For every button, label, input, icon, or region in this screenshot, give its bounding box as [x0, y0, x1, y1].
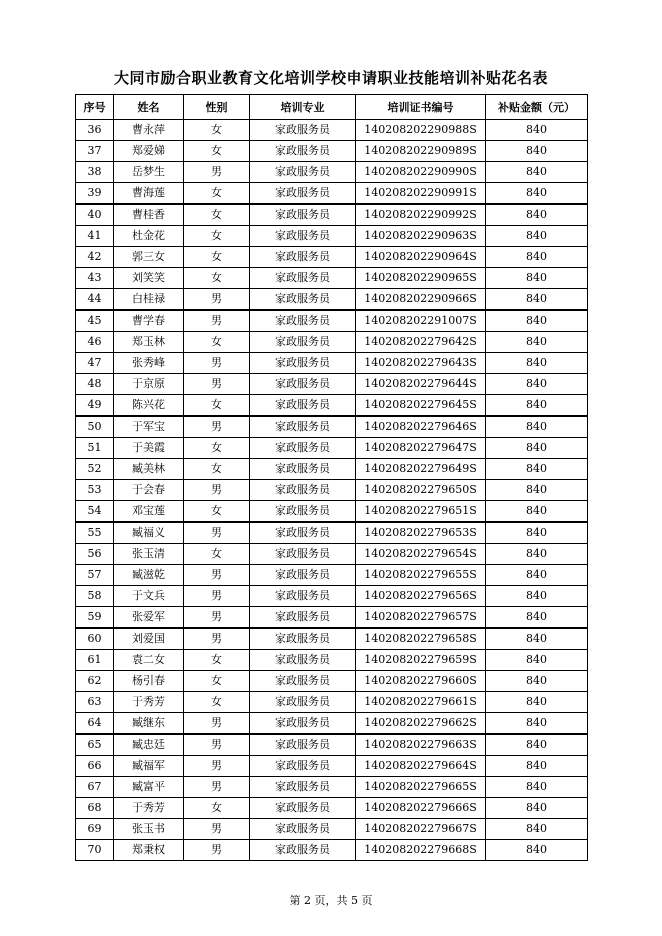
cell-subsidy-amount: 840: [486, 713, 588, 735]
table-row: [76, 756, 588, 777]
cell-name: 曹海莲: [114, 183, 184, 205]
table-row: [76, 713, 588, 735]
cell-certificate-number: 140208202279651S: [356, 501, 486, 523]
cell-certificate-number: 140208202291007S: [356, 310, 486, 332]
cell-serial-number: 68: [76, 798, 114, 819]
cell-training-major: 家政服务员: [250, 522, 356, 544]
cell-serial-number: 58: [76, 586, 114, 607]
table-row: [76, 692, 588, 713]
cell-subsidy-amount: 840: [486, 756, 588, 777]
cell-certificate-number: 140208202279659S: [356, 650, 486, 671]
cell-subsidy-amount: 840: [486, 141, 588, 162]
cell-serial-number: 66: [76, 756, 114, 777]
cell-serial-number: 61: [76, 650, 114, 671]
table-row: [76, 120, 588, 141]
cell-serial-number: 37: [76, 141, 114, 162]
cell-serial-number: 48: [76, 374, 114, 395]
table-row: [76, 332, 588, 353]
cell-training-major: 家政服务员: [250, 734, 356, 756]
table-row: [76, 586, 588, 607]
cell-name: 臧美林: [114, 459, 184, 480]
table-row: [76, 289, 588, 311]
cell-training-major: 家政服务员: [250, 310, 356, 332]
cell-certificate-number: 140208202279649S: [356, 459, 486, 480]
cell-certificate-number: 140208202279646S: [356, 416, 486, 438]
table-header-row: [76, 95, 588, 120]
cell-certificate-number: 140208202279666S: [356, 798, 486, 819]
table-row: [76, 247, 588, 268]
header-subsidy-amount: 补贴金额（元）: [486, 95, 588, 120]
cell-name: 郑爱娣: [114, 141, 184, 162]
cell-training-major: 家政服务员: [250, 438, 356, 459]
cell-subsidy-amount: 840: [486, 480, 588, 501]
cell-gender: 女: [184, 183, 250, 205]
cell-gender: 女: [184, 247, 250, 268]
cell-subsidy-amount: 840: [486, 607, 588, 629]
cell-subsidy-amount: 840: [486, 268, 588, 289]
cell-name: 邓宝莲: [114, 501, 184, 523]
cell-training-major: 家政服务员: [250, 353, 356, 374]
cell-training-major: 家政服务员: [250, 480, 356, 501]
cell-name: 张玉清: [114, 544, 184, 565]
cell-training-major: 家政服务员: [250, 756, 356, 777]
cell-gender: 男: [184, 713, 250, 735]
cell-serial-number: 50: [76, 416, 114, 438]
cell-certificate-number: 140208202290991S: [356, 183, 486, 205]
table-row: [76, 671, 588, 692]
cell-name: 臧福军: [114, 756, 184, 777]
cell-certificate-number: 140208202279644S: [356, 374, 486, 395]
cell-subsidy-amount: 840: [486, 247, 588, 268]
header-gender: 性别: [184, 95, 250, 120]
cell-gender: 女: [184, 798, 250, 819]
cell-certificate-number: 140208202279661S: [356, 692, 486, 713]
cell-serial-number: 57: [76, 565, 114, 586]
cell-serial-number: 49: [76, 395, 114, 417]
cell-serial-number: 45: [76, 310, 114, 332]
cell-gender: 女: [184, 268, 250, 289]
cell-subsidy-amount: 840: [486, 650, 588, 671]
cell-training-major: 家政服务员: [250, 628, 356, 650]
cell-name: 张爱军: [114, 607, 184, 629]
cell-subsidy-amount: 840: [486, 586, 588, 607]
table-row: [76, 438, 588, 459]
cell-training-major: 家政服务员: [250, 777, 356, 798]
table-row: [76, 480, 588, 501]
cell-serial-number: 62: [76, 671, 114, 692]
cell-gender: 女: [184, 120, 250, 141]
header-serial-number: 序号: [76, 95, 114, 120]
cell-training-major: 家政服务员: [250, 204, 356, 226]
page-title: 大同市励合职业教育文化培训学校申请职业技能培训补贴花名表: [113, 69, 548, 87]
cell-subsidy-amount: 840: [486, 226, 588, 247]
cell-certificate-number: 140208202290964S: [356, 247, 486, 268]
cell-name: 曹桂香: [114, 204, 184, 226]
table-row: [76, 162, 588, 183]
cell-certificate-number: 140208202279645S: [356, 395, 486, 417]
cell-gender: 女: [184, 671, 250, 692]
cell-training-major: 家政服务员: [250, 544, 356, 565]
cell-training-major: 家政服务员: [250, 247, 356, 268]
cell-name: 于美霞: [114, 438, 184, 459]
table-row: [76, 777, 588, 798]
cell-certificate-number: 140208202279660S: [356, 671, 486, 692]
cell-certificate-number: 140208202290988S: [356, 120, 486, 141]
cell-certificate-number: 140208202290992S: [356, 204, 486, 226]
header-certificate-number: 培训证书编号: [356, 95, 486, 120]
cell-serial-number: 47: [76, 353, 114, 374]
header-training-major: 培训专业: [250, 95, 356, 120]
table-row: [76, 650, 588, 671]
cell-gender: 女: [184, 395, 250, 417]
cell-name: 臧福义: [114, 522, 184, 544]
table-row: [76, 544, 588, 565]
table-row: [76, 226, 588, 247]
cell-certificate-number: 140208202279653S: [356, 522, 486, 544]
cell-name: 于秀芳: [114, 798, 184, 819]
cell-gender: 女: [184, 544, 250, 565]
cell-name: 于会春: [114, 480, 184, 501]
cell-gender: 男: [184, 734, 250, 756]
cell-gender: 女: [184, 204, 250, 226]
cell-training-major: 家政服务员: [250, 141, 356, 162]
cell-gender: 女: [184, 226, 250, 247]
cell-gender: 女: [184, 438, 250, 459]
cell-subsidy-amount: 840: [486, 353, 588, 374]
cell-serial-number: 39: [76, 183, 114, 205]
cell-gender: 女: [184, 141, 250, 162]
cell-gender: 男: [184, 162, 250, 183]
cell-certificate-number: 140208202279665S: [356, 777, 486, 798]
cell-certificate-number: 140208202279667S: [356, 819, 486, 840]
cell-name: 杜金花: [114, 226, 184, 247]
cell-name: 刘笑笑: [114, 268, 184, 289]
cell-certificate-number: 140208202279647S: [356, 438, 486, 459]
cell-gender: 女: [184, 650, 250, 671]
cell-subsidy-amount: 840: [486, 204, 588, 226]
cell-gender: 男: [184, 374, 250, 395]
cell-training-major: 家政服务员: [250, 332, 356, 353]
table-row: [76, 310, 588, 332]
cell-gender: 女: [184, 332, 250, 353]
table-row: [76, 798, 588, 819]
cell-training-major: 家政服务员: [250, 586, 356, 607]
cell-training-major: 家政服务员: [250, 374, 356, 395]
cell-serial-number: 63: [76, 692, 114, 713]
cell-subsidy-amount: 840: [486, 374, 588, 395]
cell-certificate-number: 140208202290966S: [356, 289, 486, 311]
cell-subsidy-amount: 840: [486, 183, 588, 205]
cell-certificate-number: 140208202290965S: [356, 268, 486, 289]
cell-name: 岳梦生: [114, 162, 184, 183]
cell-training-major: 家政服务员: [250, 289, 356, 311]
table-row: [76, 840, 588, 861]
cell-name: 张秀峰: [114, 353, 184, 374]
table-row: [76, 395, 588, 417]
header-name: 姓名: [114, 95, 184, 120]
cell-name: 臧富平: [114, 777, 184, 798]
cell-subsidy-amount: 840: [486, 120, 588, 141]
cell-gender: 男: [184, 628, 250, 650]
cell-training-major: 家政服务员: [250, 395, 356, 417]
cell-gender: 男: [184, 756, 250, 777]
cell-training-major: 家政服务员: [250, 459, 356, 480]
table-row: [76, 374, 588, 395]
cell-name: 曹学春: [114, 310, 184, 332]
cell-gender: 男: [184, 819, 250, 840]
cell-training-major: 家政服务员: [250, 671, 356, 692]
cell-serial-number: 55: [76, 522, 114, 544]
cell-gender: 女: [184, 501, 250, 523]
cell-training-major: 家政服务员: [250, 607, 356, 629]
cell-certificate-number: 140208202279662S: [356, 713, 486, 735]
cell-name: 于京原: [114, 374, 184, 395]
cell-certificate-number: 140208202279650S: [356, 480, 486, 501]
cell-serial-number: 43: [76, 268, 114, 289]
cell-serial-number: 59: [76, 607, 114, 629]
table-row: [76, 183, 588, 205]
cell-training-major: 家政服务员: [250, 268, 356, 289]
cell-serial-number: 36: [76, 120, 114, 141]
table-row: [76, 268, 588, 289]
table-row: [76, 353, 588, 374]
cell-subsidy-amount: 840: [486, 565, 588, 586]
cell-training-major: 家政服务员: [250, 819, 356, 840]
cell-subsidy-amount: 840: [486, 692, 588, 713]
cell-serial-number: 54: [76, 501, 114, 523]
cell-serial-number: 42: [76, 247, 114, 268]
cell-name: 袁二女: [114, 650, 184, 671]
cell-subsidy-amount: 840: [486, 819, 588, 840]
cell-serial-number: 65: [76, 734, 114, 756]
cell-certificate-number: 140208202279657S: [356, 607, 486, 629]
cell-certificate-number: 140208202279658S: [356, 628, 486, 650]
cell-gender: 男: [184, 586, 250, 607]
cell-gender: 男: [184, 565, 250, 586]
cell-training-major: 家政服务员: [250, 692, 356, 713]
cell-certificate-number: 140208202290963S: [356, 226, 486, 247]
table-row: [76, 628, 588, 650]
subsidy-roster-table: [75, 94, 588, 861]
cell-name: 郭三女: [114, 247, 184, 268]
cell-name: 张玉书: [114, 819, 184, 840]
cell-gender: 男: [184, 310, 250, 332]
cell-training-major: 家政服务员: [250, 501, 356, 523]
cell-name: 曹永萍: [114, 120, 184, 141]
cell-training-major: 家政服务员: [250, 650, 356, 671]
cell-name: 于文兵: [114, 586, 184, 607]
cell-gender: 男: [184, 480, 250, 501]
cell-training-major: 家政服务员: [250, 713, 356, 735]
cell-serial-number: 52: [76, 459, 114, 480]
table-row: [76, 204, 588, 226]
cell-serial-number: 64: [76, 713, 114, 735]
cell-certificate-number: 140208202279643S: [356, 353, 486, 374]
cell-name: 白桂禄: [114, 289, 184, 311]
table-row: [76, 565, 588, 586]
cell-serial-number: 60: [76, 628, 114, 650]
cell-subsidy-amount: 840: [486, 734, 588, 756]
cell-name: 郑秉权: [114, 840, 184, 861]
cell-gender: 女: [184, 459, 250, 480]
cell-serial-number: 56: [76, 544, 114, 565]
cell-certificate-number: 140208202279655S: [356, 565, 486, 586]
cell-name: 杨引春: [114, 671, 184, 692]
cell-name: 臧继东: [114, 713, 184, 735]
cell-subsidy-amount: 840: [486, 671, 588, 692]
cell-certificate-number: 140208202279642S: [356, 332, 486, 353]
cell-certificate-number: 140208202279663S: [356, 734, 486, 756]
cell-subsidy-amount: 840: [486, 289, 588, 311]
cell-name: 于军宝: [114, 416, 184, 438]
cell-gender: 男: [184, 522, 250, 544]
cell-subsidy-amount: 840: [486, 798, 588, 819]
cell-gender: 男: [184, 607, 250, 629]
cell-training-major: 家政服务员: [250, 120, 356, 141]
cell-certificate-number: 140208202279656S: [356, 586, 486, 607]
cell-subsidy-amount: 840: [486, 628, 588, 650]
cell-serial-number: 67: [76, 777, 114, 798]
cell-serial-number: 44: [76, 289, 114, 311]
page-number-footer: 第 2 页，共 5 页: [289, 894, 373, 907]
cell-gender: 男: [184, 289, 250, 311]
table-row: [76, 607, 588, 629]
cell-name: 郑玉林: [114, 332, 184, 353]
cell-training-major: 家政服务员: [250, 226, 356, 247]
cell-training-major: 家政服务员: [250, 840, 356, 861]
table-row: [76, 819, 588, 840]
cell-name: 于秀芳: [114, 692, 184, 713]
cell-name: 臧忠廷: [114, 734, 184, 756]
cell-training-major: 家政服务员: [250, 416, 356, 438]
cell-subsidy-amount: 840: [486, 332, 588, 353]
cell-name: 臧滋乾: [114, 565, 184, 586]
cell-name: 刘爱国: [114, 628, 184, 650]
cell-subsidy-amount: 840: [486, 162, 588, 183]
cell-gender: 女: [184, 692, 250, 713]
cell-certificate-number: 140208202279654S: [356, 544, 486, 565]
cell-serial-number: 69: [76, 819, 114, 840]
cell-serial-number: 51: [76, 438, 114, 459]
table-body: [76, 120, 588, 861]
cell-serial-number: 46: [76, 332, 114, 353]
table-row: [76, 522, 588, 544]
cell-serial-number: 70: [76, 840, 114, 861]
cell-subsidy-amount: 840: [486, 544, 588, 565]
cell-subsidy-amount: 840: [486, 777, 588, 798]
table-row: [76, 734, 588, 756]
cell-gender: 男: [184, 416, 250, 438]
cell-subsidy-amount: 840: [486, 840, 588, 861]
cell-subsidy-amount: 840: [486, 416, 588, 438]
cell-training-major: 家政服务员: [250, 565, 356, 586]
cell-name: 陈兴花: [114, 395, 184, 417]
cell-certificate-number: 140208202290990S: [356, 162, 486, 183]
cell-subsidy-amount: 840: [486, 438, 588, 459]
cell-subsidy-amount: 840: [486, 522, 588, 544]
cell-certificate-number: 140208202279668S: [356, 840, 486, 861]
cell-training-major: 家政服务员: [250, 183, 356, 205]
cell-subsidy-amount: 840: [486, 395, 588, 417]
cell-subsidy-amount: 840: [486, 310, 588, 332]
table-row: [76, 141, 588, 162]
table-row: [76, 501, 588, 523]
cell-certificate-number: 140208202279664S: [356, 756, 486, 777]
cell-serial-number: 41: [76, 226, 114, 247]
cell-serial-number: 40: [76, 204, 114, 226]
cell-gender: 男: [184, 777, 250, 798]
table-row: [76, 416, 588, 438]
cell-gender: 男: [184, 353, 250, 374]
cell-subsidy-amount: 840: [486, 459, 588, 480]
cell-subsidy-amount: 840: [486, 501, 588, 523]
cell-serial-number: 53: [76, 480, 114, 501]
cell-gender: 男: [184, 840, 250, 861]
table-row: [76, 459, 588, 480]
cell-serial-number: 38: [76, 162, 114, 183]
cell-training-major: 家政服务员: [250, 798, 356, 819]
cell-certificate-number: 140208202290989S: [356, 141, 486, 162]
cell-training-major: 家政服务员: [250, 162, 356, 183]
